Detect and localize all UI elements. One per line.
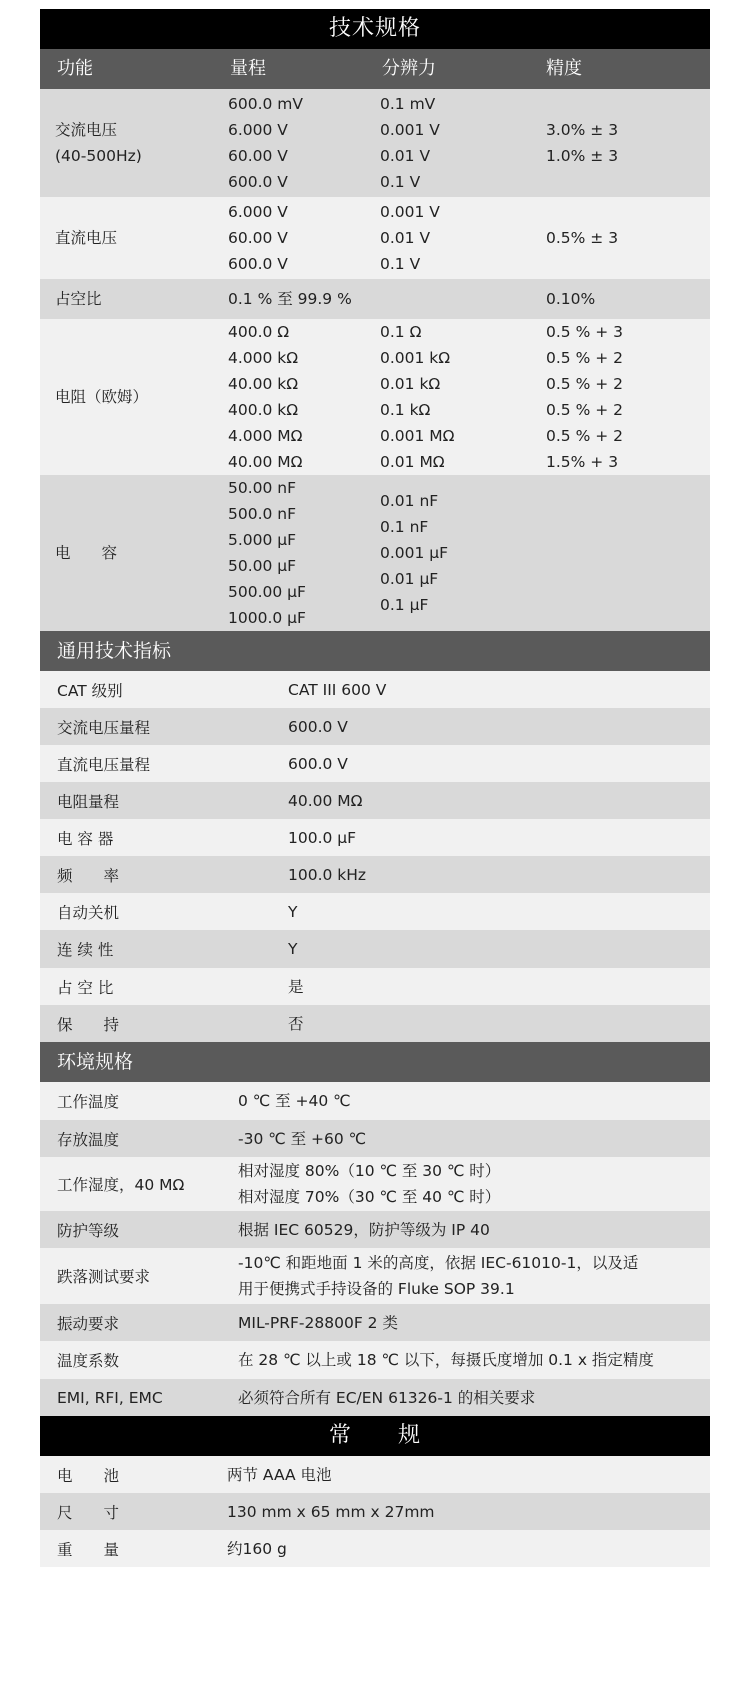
spec-value: 3.0% ± 3 <box>546 121 619 139</box>
env-spec-value-line: MIL-PRF-28800F 2 类 <box>238 1313 398 1332</box>
spec-value: 0.001 V <box>380 203 440 221</box>
env-spec-row <box>40 1341 710 1379</box>
spec-cell-range <box>228 197 288 279</box>
spec-value: 交流电压 <box>55 121 118 139</box>
env-spec-row <box>40 1379 710 1416</box>
spec-value: 600.0 V <box>228 173 288 191</box>
env-spec-value <box>238 1157 500 1211</box>
general-value <box>227 1530 287 1567</box>
env-spec-key: 振动要求 <box>57 1314 120 1333</box>
spec-value: 0.5 % + 3 <box>546 323 624 341</box>
spec-value: 1000.0 μF <box>228 609 306 627</box>
general-value-line: 两节 AAA 电池 <box>227 1465 332 1484</box>
general-spec-value-line: 100.0 kHz <box>288 865 367 884</box>
env-spec-value-line: 根据 IEC 60529，防护等级为 IP 40 <box>238 1220 490 1239</box>
spec-value: 0.01 MΩ <box>380 453 445 471</box>
general-spec-row <box>40 782 710 819</box>
general-spec-row <box>40 968 710 1005</box>
spec-value: 500.0 nF <box>228 505 297 523</box>
env-spec-row <box>40 1120 710 1157</box>
general-row <box>40 1456 710 1493</box>
general-spec-value-line: 是 <box>288 977 304 996</box>
spec-value: 0.5 % + 2 <box>546 401 624 419</box>
general-spec-key: 连 续 性 <box>57 941 114 959</box>
page-title: 技术规格 <box>40 9 710 49</box>
general-spec-header: 通用技术指标 <box>40 631 710 671</box>
general-spec-value <box>288 1005 304 1042</box>
spec-value: 0.1 Ω <box>380 323 422 341</box>
general-value <box>227 1493 435 1530</box>
spec-cell-acc <box>546 197 618 279</box>
spec-cell-acc <box>546 89 618 197</box>
spec-value: 0.1 kΩ <box>380 401 431 419</box>
column-header-range: 量程 <box>230 58 266 79</box>
spec-value: 电阻（欧姆） <box>55 388 149 406</box>
general-key: 尺 寸 <box>57 1503 120 1522</box>
env-spec-header: 环境规格 <box>40 1042 710 1082</box>
general-spec-row <box>40 893 710 930</box>
env-spec-value-line: 用于便携式手持设备的 Fluke SOP 39.1 <box>238 1280 515 1298</box>
spec-value: 1.5% + 3 <box>546 453 619 471</box>
spec-value: 500.00 μF <box>228 583 306 601</box>
general-spec-value <box>288 671 386 708</box>
spec-value: 5.000 μF <box>228 531 297 549</box>
spec-value: 0.001 MΩ <box>380 427 455 445</box>
general-spec-value <box>288 819 356 856</box>
spec-value: 40.00 kΩ <box>228 375 299 393</box>
spec-value: 0.01 nF <box>380 492 439 510</box>
general-spec-value <box>288 968 304 1005</box>
spec-value: 0.10% <box>546 290 596 308</box>
spec-value: 6.000 V <box>228 203 288 221</box>
general-spec-key: 电 容 器 <box>57 829 114 848</box>
spec-value: 电 容 <box>55 544 118 562</box>
general-spec-value <box>288 708 348 745</box>
env-spec-row <box>40 1211 710 1248</box>
spec-value: 40.00 MΩ <box>228 453 303 471</box>
env-spec-key: 跌落测试要求 <box>57 1268 151 1286</box>
general-spec-value-line: Y <box>288 940 298 958</box>
env-spec-value-line: 相对湿度 80%（10 ℃ 至 30 ℃ 时） <box>238 1162 501 1180</box>
spec-row <box>40 89 710 197</box>
env-spec-value-line: 0 ℃ 至 +40 ℃ <box>238 1092 351 1110</box>
env-spec-value-line: 在 28 ℃ 以上或 18 ℃ 以下，每摄氏度增加 0.1 x 指定精度 <box>238 1351 654 1369</box>
general-spec-value-line: 600.0 V <box>288 754 348 773</box>
spec-value: 0.1 mV <box>380 95 436 113</box>
spec-row <box>40 197 710 279</box>
column-header-function: 功能 <box>57 58 93 79</box>
general-spec-row <box>40 930 710 968</box>
spec-value: 占空比 <box>55 290 102 308</box>
env-spec-value <box>238 1304 398 1341</box>
spec-value: 0.1 V <box>380 255 421 273</box>
spec-value: 400.0 kΩ <box>228 401 299 419</box>
env-spec-key: 工作湿度，40 MΩ <box>57 1176 185 1194</box>
spec-cell-res <box>380 89 440 197</box>
spec-value: 60.00 V <box>228 147 288 165</box>
general-spec-row <box>40 708 710 745</box>
general-spec-key: 占 空 比 <box>57 978 114 997</box>
env-spec-value <box>238 1211 490 1248</box>
general-value-line: 约160 g <box>227 1539 287 1558</box>
spec-value: 50.00 nF <box>228 479 297 497</box>
env-spec-value <box>238 1379 535 1416</box>
general-spec-value-line: 100.0 μF <box>288 828 357 847</box>
general-spec-key: 自动关机 <box>57 903 120 922</box>
general-spec-key: 交流电压量程 <box>57 718 151 737</box>
general-section <box>40 1416 710 1567</box>
env-spec-row <box>40 1304 710 1341</box>
spec-row <box>40 279 710 319</box>
env-spec-value-line: -10℃ 和距地面 1 米的高度，依据 IEC-61010-1，以及适 <box>238 1254 639 1272</box>
env-spec-row <box>40 1248 710 1304</box>
spec-value: 0.5% ± 3 <box>546 229 619 247</box>
spec-cell-res <box>380 319 455 475</box>
general-spec-key: 直流电压量程 <box>57 755 151 774</box>
spec-value: (40-500Hz) <box>55 147 142 165</box>
env-spec-key: EMI, RFI, EMC <box>57 1388 163 1407</box>
spec-cell-acc <box>546 319 623 475</box>
spec-sheet <box>40 9 710 1567</box>
spec-value: 600.0 V <box>228 255 288 273</box>
spec-table <box>40 89 710 631</box>
environment-specs-section <box>40 1042 710 1416</box>
general-spec-value <box>288 930 297 968</box>
env-spec-key: 温度系数 <box>57 1352 120 1370</box>
spec-cell-range <box>228 475 306 631</box>
spec-value: 400.0 Ω <box>228 323 290 341</box>
env-spec-value <box>238 1248 638 1304</box>
general-spec-value-line: Y <box>288 902 298 921</box>
spec-cell-func <box>55 475 117 631</box>
general-row <box>40 1493 710 1530</box>
env-spec-value <box>238 1082 351 1120</box>
general-spec-key: 频 率 <box>57 866 120 885</box>
general-spec-value-line: 600.0 V <box>288 717 348 736</box>
column-header-row <box>40 49 710 89</box>
general-spec-value <box>288 856 366 893</box>
spec-value: 0.5 % + 2 <box>546 375 624 393</box>
spec-value: 4.000 MΩ <box>228 427 303 445</box>
spec-cell-func <box>55 319 148 475</box>
general-value <box>227 1456 332 1493</box>
general-key: 电 池 <box>57 1466 120 1485</box>
env-spec-value-line: 必须符合所有 EC/EN 61326-1 的相关要求 <box>238 1388 536 1407</box>
spec-cell-range <box>228 319 303 475</box>
spec-row <box>40 319 710 475</box>
general-spec-value <box>288 782 363 819</box>
spec-value: 60.00 V <box>228 229 288 247</box>
general-spec-row <box>40 745 710 782</box>
env-spec-row <box>40 1157 710 1211</box>
general-spec-value-line: CAT III 600 V <box>288 680 387 699</box>
spec-cell-range <box>228 279 352 319</box>
spec-value: 4.000 kΩ <box>228 349 299 367</box>
general-spec-key: 电阻量程 <box>57 792 120 811</box>
spec-value: 0.001 V <box>380 121 440 139</box>
general-row <box>40 1530 710 1567</box>
spec-value: 0.5 % + 2 <box>546 349 624 367</box>
general-spec-row <box>40 671 710 708</box>
spec-value: 0.1 V <box>380 173 421 191</box>
env-spec-key: 工作温度 <box>57 1093 120 1111</box>
general-header: 常 规 <box>40 1416 710 1456</box>
spec-value: 6.000 V <box>228 121 288 139</box>
spec-value: 直流电压 <box>55 229 118 247</box>
spec-value: 0.5 % + 2 <box>546 427 624 445</box>
spec-cell-acc <box>546 279 595 319</box>
env-spec-value <box>238 1341 654 1379</box>
spec-value: 0.001 kΩ <box>380 349 451 367</box>
env-spec-row <box>40 1082 710 1120</box>
spec-cell-func <box>55 197 117 279</box>
env-spec-value-line: -30 ℃ 至 +60 ℃ <box>238 1129 367 1148</box>
spec-cell-func <box>55 279 102 319</box>
spec-value: 0.1 nF <box>380 518 429 536</box>
column-header-accuracy: 精度 <box>546 58 582 79</box>
general-spec-value <box>288 745 348 782</box>
spec-cell-range <box>228 89 303 197</box>
spec-value: 1.0% ± 3 <box>546 147 619 165</box>
general-spec-row <box>40 1005 710 1042</box>
spec-value: 600.0 mV <box>228 95 304 113</box>
general-spec-key: 保 持 <box>57 1015 120 1034</box>
spec-cell-res <box>380 197 440 279</box>
spec-value: 0.01 V <box>380 229 431 247</box>
general-value-line: 130 mm x 65 mm x 27mm <box>227 1502 435 1521</box>
spec-value: 0.01 kΩ <box>380 375 441 393</box>
general-spec-key: CAT 级别 <box>57 681 123 700</box>
spec-value: 0.1 % 至 99.9 % <box>228 290 352 308</box>
spec-row <box>40 475 710 631</box>
general-spec-row <box>40 819 710 856</box>
env-spec-key: 防护等级 <box>57 1221 120 1240</box>
general-spec-row <box>40 856 710 893</box>
spec-value: 0.01 V <box>380 147 431 165</box>
spec-value: 50.00 μF <box>228 557 297 575</box>
general-spec-value-line: 否 <box>288 1014 304 1033</box>
general-spec-value-line: 40.00 MΩ <box>288 791 363 810</box>
spec-cell-func <box>55 89 142 197</box>
env-spec-value-line: 相对湿度 70%（30 ℃ 至 40 ℃ 时） <box>238 1188 501 1206</box>
spec-cell-res <box>380 475 448 631</box>
general-specs-section <box>40 631 710 1042</box>
general-spec-value <box>288 893 297 930</box>
spec-value: 0.001 μF <box>380 544 449 562</box>
spec-value: 0.01 μF <box>380 570 439 588</box>
general-key: 重 量 <box>57 1540 120 1559</box>
env-spec-value <box>238 1120 366 1157</box>
column-header-resolution: 分辨力 <box>382 58 436 79</box>
spec-value: 0.1 μF <box>380 596 429 614</box>
env-spec-key: 存放温度 <box>57 1130 120 1149</box>
